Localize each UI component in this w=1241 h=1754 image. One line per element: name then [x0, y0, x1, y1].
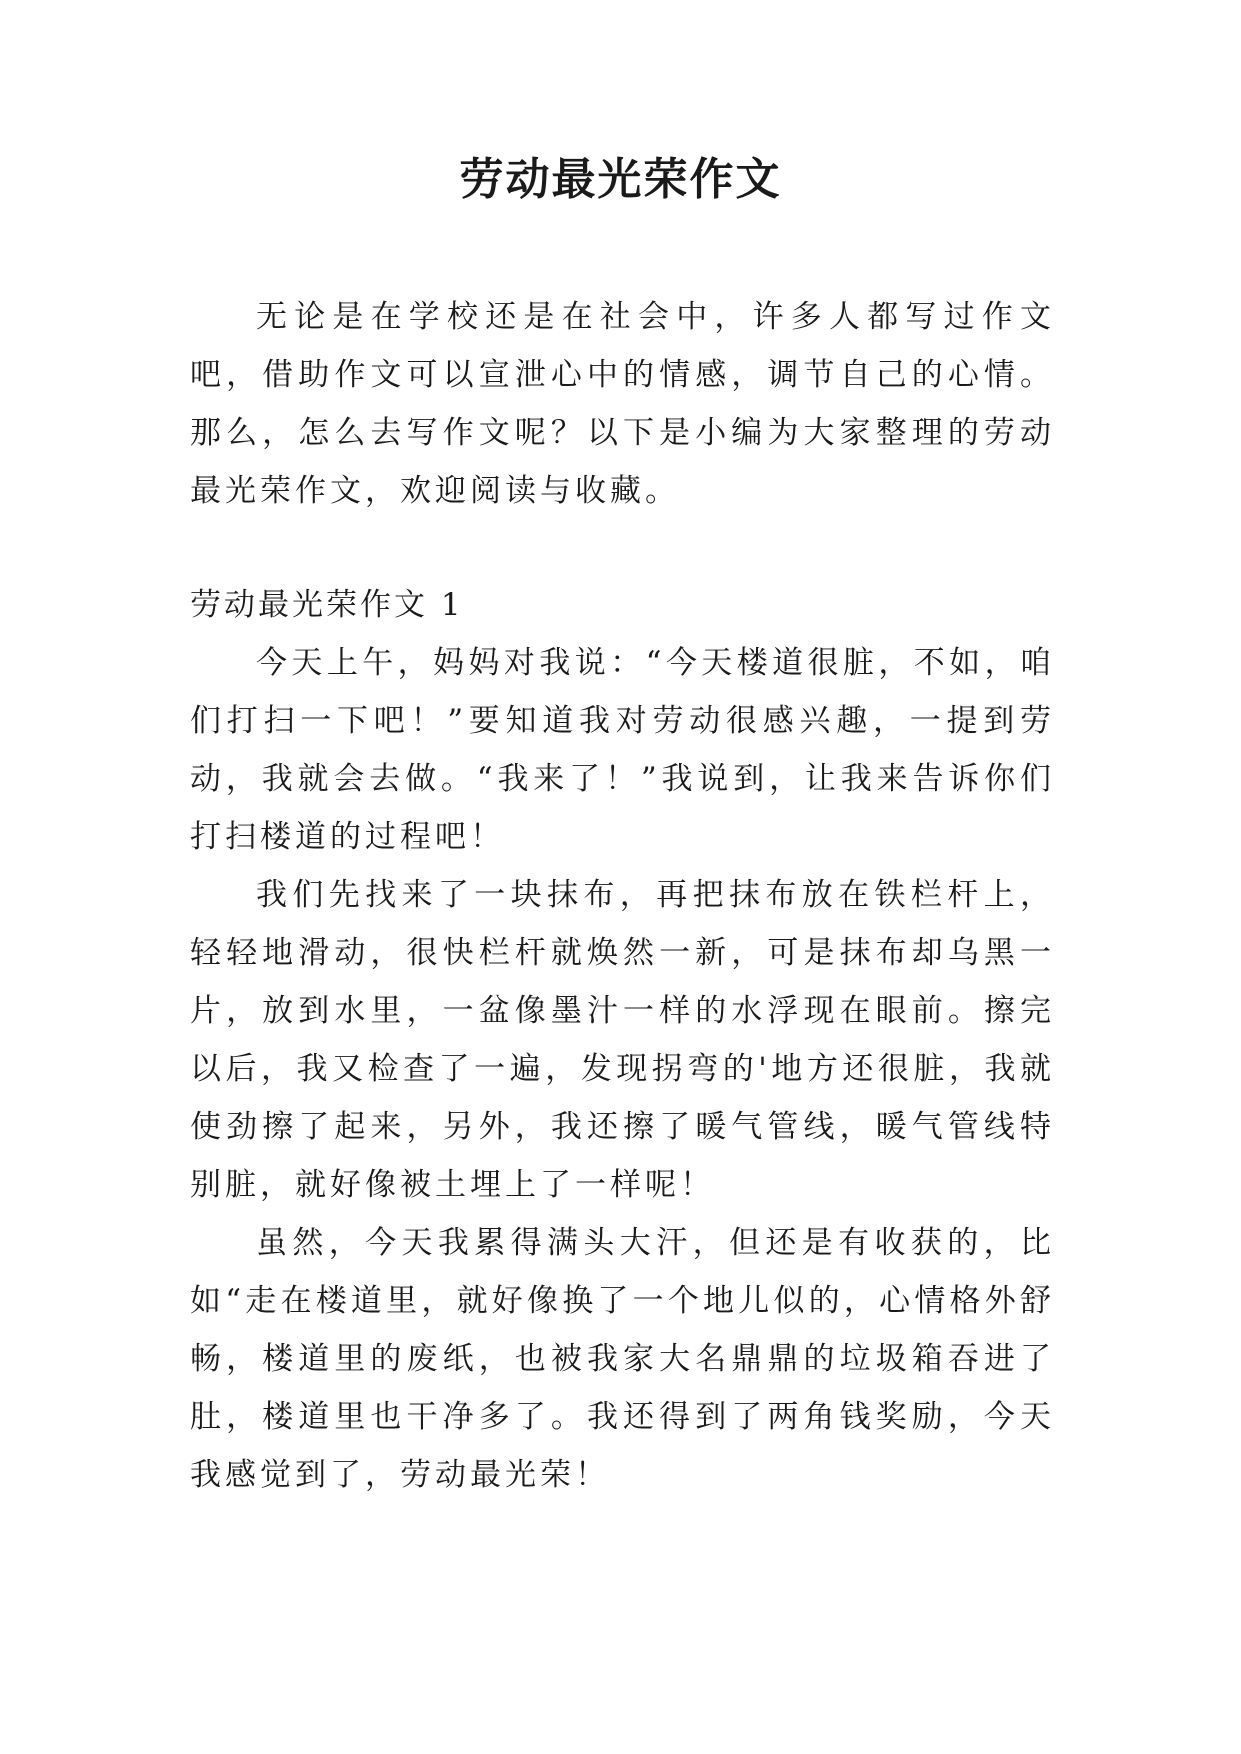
section-heading: 劳动最光荣作文 1: [190, 587, 464, 623]
body-paragraph-2: 我们先找来了一块抹布，再把抹布放在铁栏杆上，轻轻地滑动，很快栏杆就焕然一新，可是抹布却乌黑一片，放到水里，一盆像墨汁一样的水浮现在眼前。擦完以后，我又检查了一遍，发现拐弯的'地方还很脏，我就使劲擦了起来，另外，我还擦了暖气管线，暖气管线特别脏，就好像被土埋上了一样呢！: [190, 877, 1055, 1203]
document-body: [190, 288, 1055, 1504]
body-paragraph-3: 虽然，今天我累得满头大汗，但还是有收获的，比如“走在楼道里，就好像换了一个地儿似的，心情格外舒畅，楼道里的废纸，也被我家大名鼎鼎的垃圾箱吞进了肚，楼道里也干净多了。我还得到了两角钱奖励，今天我感觉到了，劳动最光荣！: [190, 1225, 1055, 1493]
intro-paragraph: 无论是在学校还是在社会中，许多人都写过作文吧，借助作文可以宣泄心中的情感，调节自己的心情。那么，怎么去写作文呢？以下是小编为大家整理的劳动最光荣作文，欢迎阅读与收藏。: [190, 299, 1055, 509]
body-paragraph-1: 今天上午，妈妈对我说：“今天楼道很脏，不如，咱们打扫一下吧！”要知道我对劳动很感兴趣，一提到劳动，我就会去做。“我来了！”我说到，让我来告诉你们打扫楼道的过程吧！: [190, 645, 1055, 855]
document-title: 劳动最光荣作文: [459, 154, 782, 205]
